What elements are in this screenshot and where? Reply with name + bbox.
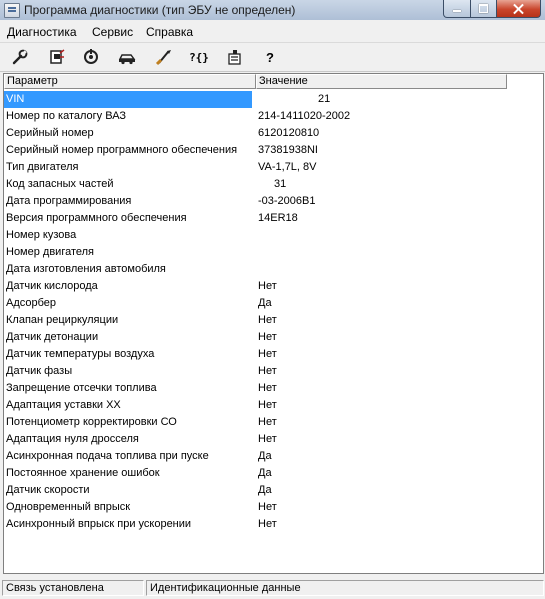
row-value: Нет: [258, 518, 277, 530]
row-parameter: Версия программного обеспечения: [6, 212, 187, 224]
row-parameter: Код запасных частей: [6, 178, 114, 190]
row-value: Нет: [258, 331, 277, 343]
table-row[interactable]: [4, 448, 543, 465]
row-parameter: Серийный номер программного обеспечения: [6, 144, 238, 156]
menu-help[interactable]: Справка: [146, 25, 194, 39]
table-row[interactable]: [4, 227, 543, 244]
table-row[interactable]: [4, 142, 543, 159]
table-row[interactable]: [4, 244, 543, 261]
menu-service[interactable]: Сервис: [92, 25, 134, 39]
row-value: 37381938NI: [258, 144, 318, 156]
table-row[interactable]: [4, 465, 543, 482]
row-value: Нет: [258, 314, 277, 326]
row-parameter: Дата программирования: [6, 195, 132, 207]
row-parameter: Потенциометр корректировки СО: [6, 416, 177, 428]
title-bar[interactable]: [0, 0, 545, 21]
row-parameter: VIN: [4, 91, 252, 108]
table-row[interactable]: [4, 431, 543, 448]
row-value: Да: [258, 450, 272, 462]
row-parameter: Номер двигателя: [6, 246, 95, 258]
row-value: Нет: [258, 280, 277, 292]
status-mode: Идентификационные данные: [146, 580, 544, 596]
row-parameter: Тип двигателя: [6, 161, 79, 173]
table-row[interactable]: [4, 261, 543, 278]
refresh-icon[interactable]: [80, 47, 102, 67]
parameter-list[interactable]: [3, 73, 544, 574]
minimize-button[interactable]: [443, 0, 471, 18]
row-value: Нет: [258, 382, 277, 394]
window-controls: [443, 0, 541, 18]
row-parameter: Асинхронный впрыск при ускорении: [6, 518, 192, 530]
row-value: Нет: [258, 365, 277, 377]
row-parameter: Датчик температуры воздуха: [6, 348, 155, 360]
row-parameter: Асинхронная подача топлива при пуске: [6, 450, 209, 462]
car-icon[interactable]: [116, 47, 138, 67]
row-value: Нет: [258, 348, 277, 360]
column-header-value[interactable]: Значение: [256, 74, 507, 89]
table-row[interactable]: [4, 278, 543, 295]
brush-icon[interactable]: [153, 47, 175, 67]
table-row[interactable]: [4, 176, 543, 193]
table-row[interactable]: [4, 482, 543, 499]
table-row[interactable]: [4, 363, 543, 380]
table-row[interactable]: [4, 193, 543, 210]
table-row[interactable]: [4, 397, 543, 414]
table-row[interactable]: [4, 329, 543, 346]
row-parameter: Одновременный впрыск: [6, 501, 131, 513]
list-header: [4, 74, 507, 89]
query-icon[interactable]: ?{}: [189, 50, 209, 64]
row-parameter: Клапан рециркуляции: [6, 314, 119, 326]
row-value: 6120120810: [258, 127, 320, 139]
row-parameter: Адаптация уставки ХХ: [6, 399, 121, 411]
table-row[interactable]: [4, 516, 543, 533]
row-value: 14ER18: [258, 212, 298, 224]
table-row[interactable]: [4, 295, 543, 312]
maximize-button[interactable]: [471, 0, 497, 18]
menu-bar: [0, 20, 545, 43]
table-row[interactable]: [4, 312, 543, 329]
table-row[interactable]: [4, 414, 543, 431]
table-row[interactable]: [4, 108, 543, 125]
row-value: Нет: [258, 399, 277, 411]
row-value: Нет: [258, 501, 277, 513]
status-connection: Связь установлена: [2, 580, 144, 596]
toolbar: [0, 43, 545, 72]
row-parameter: Постоянное хранение ошибок: [6, 467, 160, 479]
table-row[interactable]: [4, 210, 543, 227]
row-parameter: Номер по каталогу ВАЗ: [6, 110, 127, 122]
column-header-parameter[interactable]: Параметр: [4, 74, 256, 89]
row-parameter: Датчик фазы: [6, 365, 73, 377]
table-row[interactable]: [4, 125, 543, 142]
tree-icon[interactable]: [224, 47, 246, 67]
row-value: Нет: [258, 416, 277, 428]
row-value: VA-1,7L, 8V: [258, 161, 317, 173]
row-parameter: Дата изготовления автомобиля: [6, 263, 166, 275]
row-parameter: Адаптация нуля дросселя: [6, 433, 139, 445]
table-row[interactable]: [4, 380, 543, 397]
ecu-icon[interactable]: [46, 47, 68, 67]
row-parameter: Датчик кислорода: [6, 280, 98, 292]
help-icon[interactable]: ?: [266, 49, 274, 65]
row-value: -03-2006B1: [258, 195, 316, 207]
row-value: 21: [318, 93, 331, 105]
row-value: Нет: [258, 433, 277, 445]
row-parameter: Датчик детонации: [6, 331, 99, 343]
table-row[interactable]: [4, 346, 543, 363]
list-rows: [4, 91, 543, 533]
row-value: 214-1411020-2002: [258, 110, 351, 122]
row-value: Да: [258, 297, 272, 309]
menu-diagnostics[interactable]: Диагностика: [7, 25, 77, 39]
row-parameter: Запрещение отсечки топлива: [6, 382, 157, 394]
table-row[interactable]: [4, 91, 543, 108]
window-title: Программа диагностики (тип ЭБУ не определен): [24, 3, 296, 17]
row-value: 31: [274, 178, 287, 190]
table-row[interactable]: [4, 159, 543, 176]
app-icon: [4, 3, 20, 18]
status-bar: [0, 578, 545, 599]
wrench-icon[interactable]: [9, 47, 31, 67]
row-value: Да: [258, 484, 272, 496]
row-value: Да: [258, 467, 272, 479]
table-row[interactable]: [4, 499, 543, 516]
row-parameter: Номер кузова: [6, 229, 77, 241]
close-button[interactable]: [497, 0, 541, 18]
row-parameter: Серийный номер: [6, 127, 94, 139]
row-parameter: Датчик скорости: [6, 484, 90, 496]
row-parameter: Адсорбер: [6, 297, 57, 309]
